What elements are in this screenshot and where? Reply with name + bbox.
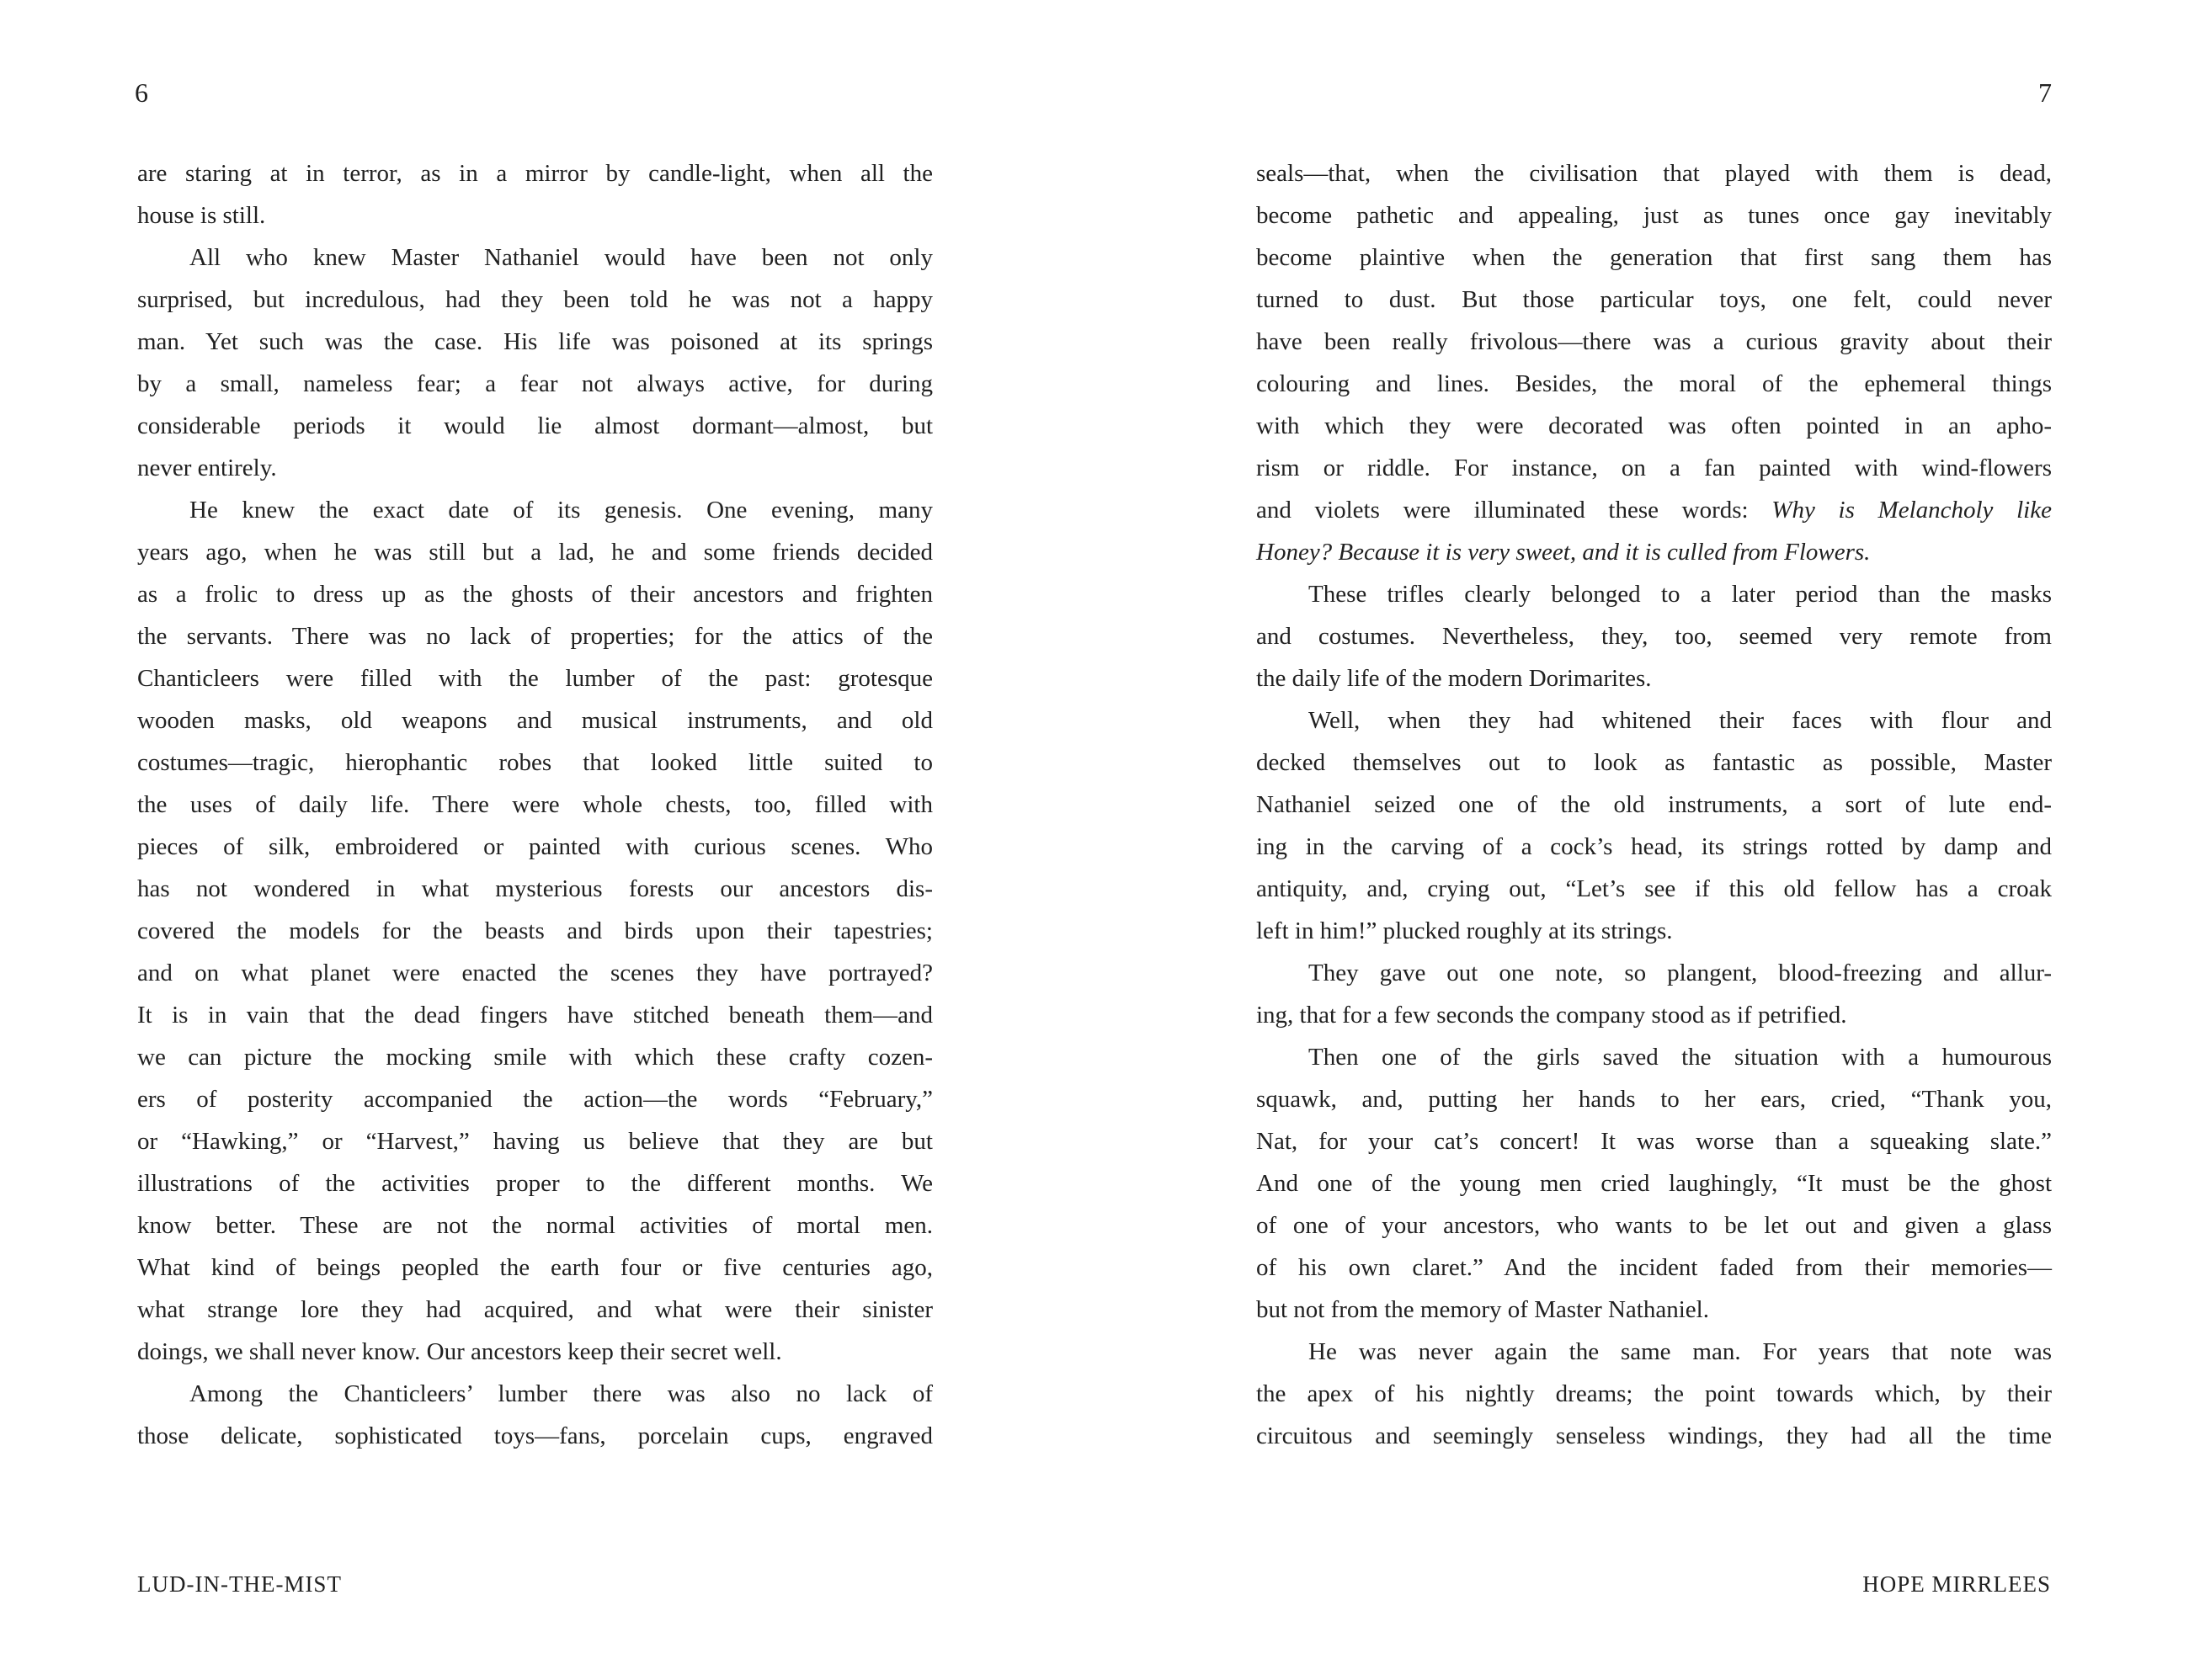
text-line (1256, 531, 2052, 573)
text-line (1256, 1415, 2052, 1457)
text-line (1256, 826, 2052, 868)
text-line (137, 910, 933, 952)
text-segment: the servants. There was no lack of properties; for the attics of the (137, 623, 933, 650)
text-segment: as a frolic to dress up as the ghosts of their ancestors and frighten (137, 581, 933, 608)
text-line (1256, 1036, 2052, 1078)
text-segment: He knew the exact date of its genesis. One evening, many (189, 497, 933, 524)
text-line (1256, 952, 2052, 994)
text-segment: seals—that, when the civilisation that played with them is dead, (1256, 160, 2052, 187)
text-line (137, 405, 933, 447)
running-footer-author-name: HOPE MIRRLEES (1862, 1571, 2051, 1597)
text-segment: antiquity, and, crying out, “Let’s see if this old fellow has a croak (1256, 875, 2052, 902)
text-line (1256, 994, 2052, 1036)
text-segment: And one of the young men cried laughingly, “It must be the ghost (1256, 1170, 2052, 1197)
text-segment: house is still. (137, 202, 266, 229)
text-line (137, 742, 933, 784)
text-segment: What kind of beings peopled the earth four or five centuries ago, (137, 1254, 933, 1281)
text-segment: illustrations of the activities proper to the different months. We (137, 1170, 933, 1197)
text-segment: rism or riddle. For instance, on a fan painted with wind-flowers (1256, 455, 2052, 481)
text-segment: ing, that for a few seconds the company stood as if petrified. (1256, 1002, 1847, 1029)
text-segment: wooden masks, old weapons and musical instruments, and old (137, 707, 933, 734)
text-line (1256, 699, 2052, 742)
text-segment: man. Yet such was the case. His life was poisoned at its springs (137, 328, 933, 355)
text-segment: These trifles clearly belonged to a later period than the masks (1308, 581, 2052, 608)
text-segment: Chanticleers were filled with the lumber of the past: grotesque (137, 665, 933, 692)
text-segment: and on what planet were enacted the scenes they have portrayed? (137, 960, 933, 986)
text-segment: the daily life of the modern Dorimarites. (1256, 665, 1652, 692)
text-segment: the uses of daily life. There were whole chests, too, filled with (137, 791, 933, 818)
text-line (137, 1415, 933, 1457)
text-segment: circuitous and seemingly senseless windings, they had all the time (1256, 1422, 2052, 1449)
text-line (1256, 194, 2052, 237)
text-line (1256, 1247, 2052, 1289)
text-line (137, 699, 933, 742)
text-line (137, 194, 933, 237)
text-line (137, 447, 933, 489)
text-segment: costumes—tragic, hierophantic robes that looked little suited to (137, 749, 933, 776)
text-segment: have been really frivolous—there was a curious gravity about their (1256, 328, 2052, 355)
text-line (1256, 405, 2052, 447)
text-segment: never entirely. (137, 455, 277, 481)
text-segment: but not from the memory of Master Nathaniel. (1256, 1296, 1709, 1323)
text-line (1256, 1331, 2052, 1373)
page-number-right: 7 (2038, 77, 2052, 108)
text-line (1256, 1204, 2052, 1247)
text-line (137, 1373, 933, 1415)
page-number-left: 6 (135, 77, 148, 108)
text-segment: has not wondered in what mysterious forests our ancestors dis- (137, 875, 933, 902)
text-line (1256, 910, 2052, 952)
text-segment: become plaintive when the generation that first sang them has (1256, 244, 2052, 271)
text-line (1256, 1373, 2052, 1415)
text-segment: or “Hawking,” or “Harvest,” having us believe that they are but (137, 1128, 933, 1155)
page-text-right (1256, 152, 2052, 1457)
text-line (1256, 742, 2052, 784)
running-footer-book-title: LUD-IN-THE-MIST (137, 1571, 342, 1597)
text-line (1256, 868, 2052, 910)
text-segment: know better. These are not the normal activities of mortal men. (137, 1212, 933, 1239)
text-line (137, 152, 933, 194)
text-line (137, 1078, 933, 1120)
text-line (137, 321, 933, 363)
text-segment: considerable periods it would lie almost dormant—almost, but (137, 412, 933, 439)
text-segment: turned to dust. But those particular toys, one felt, could never (1256, 286, 2052, 313)
text-line (137, 279, 933, 321)
page-text-left (137, 152, 933, 1457)
text-line (1256, 279, 2052, 321)
text-line (1256, 152, 2052, 194)
text-segment: Nat, for your cat’s concert! It was worse than a squeaking slate.” (1256, 1128, 2052, 1155)
text-line (137, 237, 933, 279)
text-line (1256, 615, 2052, 657)
text-segment: years ago, when he was still but a lad, he and some friends decided (137, 539, 933, 566)
text-segment: He was never again the same man. For years that note was (1308, 1338, 2052, 1365)
text-line (137, 363, 933, 405)
text-segment: we can picture the mocking smile with which these crafty cozen- (137, 1044, 933, 1071)
text-segment: decked themselves out to look as fantastic as possible, Master (1256, 749, 2052, 776)
text-segment: surprised, but incredulous, had they been told he was not a happy (137, 286, 933, 313)
text-line (1256, 1078, 2052, 1120)
text-segment: Well, when they had whitened their faces with flour and (1308, 707, 2052, 734)
text-line (1256, 489, 2052, 531)
text-line (137, 1162, 933, 1204)
text-line (1256, 321, 2052, 363)
text-line (137, 1120, 933, 1162)
text-segment: ers of posterity accompanied the action—the words “February,” (137, 1086, 933, 1113)
text-line (137, 1204, 933, 1247)
text-line (137, 1331, 933, 1373)
text-segment: doings, we shall never know. Our ancestors keep their secret well. (137, 1338, 782, 1365)
text-segment: They gave out one note, so plangent, blood-freezing and allur- (1308, 960, 2052, 986)
text-segment: pieces of silk, embroidered or painted with curious scenes. Who (137, 833, 933, 860)
text-line (137, 826, 933, 868)
text-segment: what strange lore they had acquired, and what were their sinister (137, 1296, 933, 1323)
text-line (137, 615, 933, 657)
text-line (1256, 447, 2052, 489)
text-segment: left in him!” plucked roughly at its strings. (1256, 917, 1673, 944)
text-segment-italic: Honey? Because it is very sweet, and it is culled from Flowers. (1256, 539, 1871, 566)
text-line (137, 489, 933, 531)
text-segment: those delicate, sophisticated toys—fans, porcelain cups, engraved (137, 1422, 933, 1449)
text-segment: and costumes. Nevertheless, they, too, seemed very remote from (1256, 623, 2052, 650)
text-segment: It is in vain that the dead fingers have stitched beneath them—and (137, 1002, 933, 1029)
text-line (1256, 237, 2052, 279)
text-line (137, 868, 933, 910)
text-segment: the apex of his nightly dreams; the point towards which, by their (1256, 1380, 2052, 1407)
text-segment: with which they were decorated was often pointed in an apho- (1256, 412, 2052, 439)
text-line (1256, 1162, 2052, 1204)
text-line (1256, 363, 2052, 405)
text-line (1256, 1120, 2052, 1162)
text-segment: of his own claret.” And the incident faded from their memories— (1256, 1254, 2052, 1281)
text-segment: covered the models for the beasts and birds upon their tapestries; (137, 917, 933, 944)
text-line (137, 784, 933, 826)
text-segment: by a small, nameless fear; a fear not always active, for during (137, 370, 933, 397)
text-segment: All who knew Master Nathaniel would have been not only (189, 244, 933, 271)
text-segment: Nathaniel seized one of the old instruments, a sort of lute end- (1256, 791, 2052, 818)
text-segment-italic: Why is Melancholy like (1771, 497, 2052, 524)
text-line (137, 657, 933, 699)
text-segment: Among the Chanticleers’ lumber there was also no lack of (189, 1380, 933, 1407)
text-segment: are staring at in terror, as in a mirror by candle-light, when all the (137, 160, 933, 187)
text-line (1256, 784, 2052, 826)
text-line (137, 1036, 933, 1078)
text-line (137, 952, 933, 994)
text-segment: colouring and lines. Besides, the moral of the ephemeral things (1256, 370, 2052, 397)
text-segment: Then one of the girls saved the situation with a humourous (1308, 1044, 2052, 1071)
text-line (137, 573, 933, 615)
text-line (137, 994, 933, 1036)
text-line (137, 1247, 933, 1289)
text-segment: of one of your ancestors, who wants to be let out and given a glass (1256, 1212, 2052, 1239)
text-line (1256, 573, 2052, 615)
text-line (137, 1289, 933, 1331)
text-segment: squawk, and, putting her hands to her ears, cried, “Thank you, (1256, 1086, 2052, 1113)
text-segment: and violets were illuminated these words: (1256, 497, 1772, 524)
text-segment: become pathetic and appealing, just as tunes once gay inevitably (1256, 202, 2052, 229)
text-line (137, 531, 933, 573)
text-line (1256, 1289, 2052, 1331)
text-line (1256, 657, 2052, 699)
text-segment: ing in the carving of a cock’s head, its strings rotted by damp and (1256, 833, 2052, 860)
